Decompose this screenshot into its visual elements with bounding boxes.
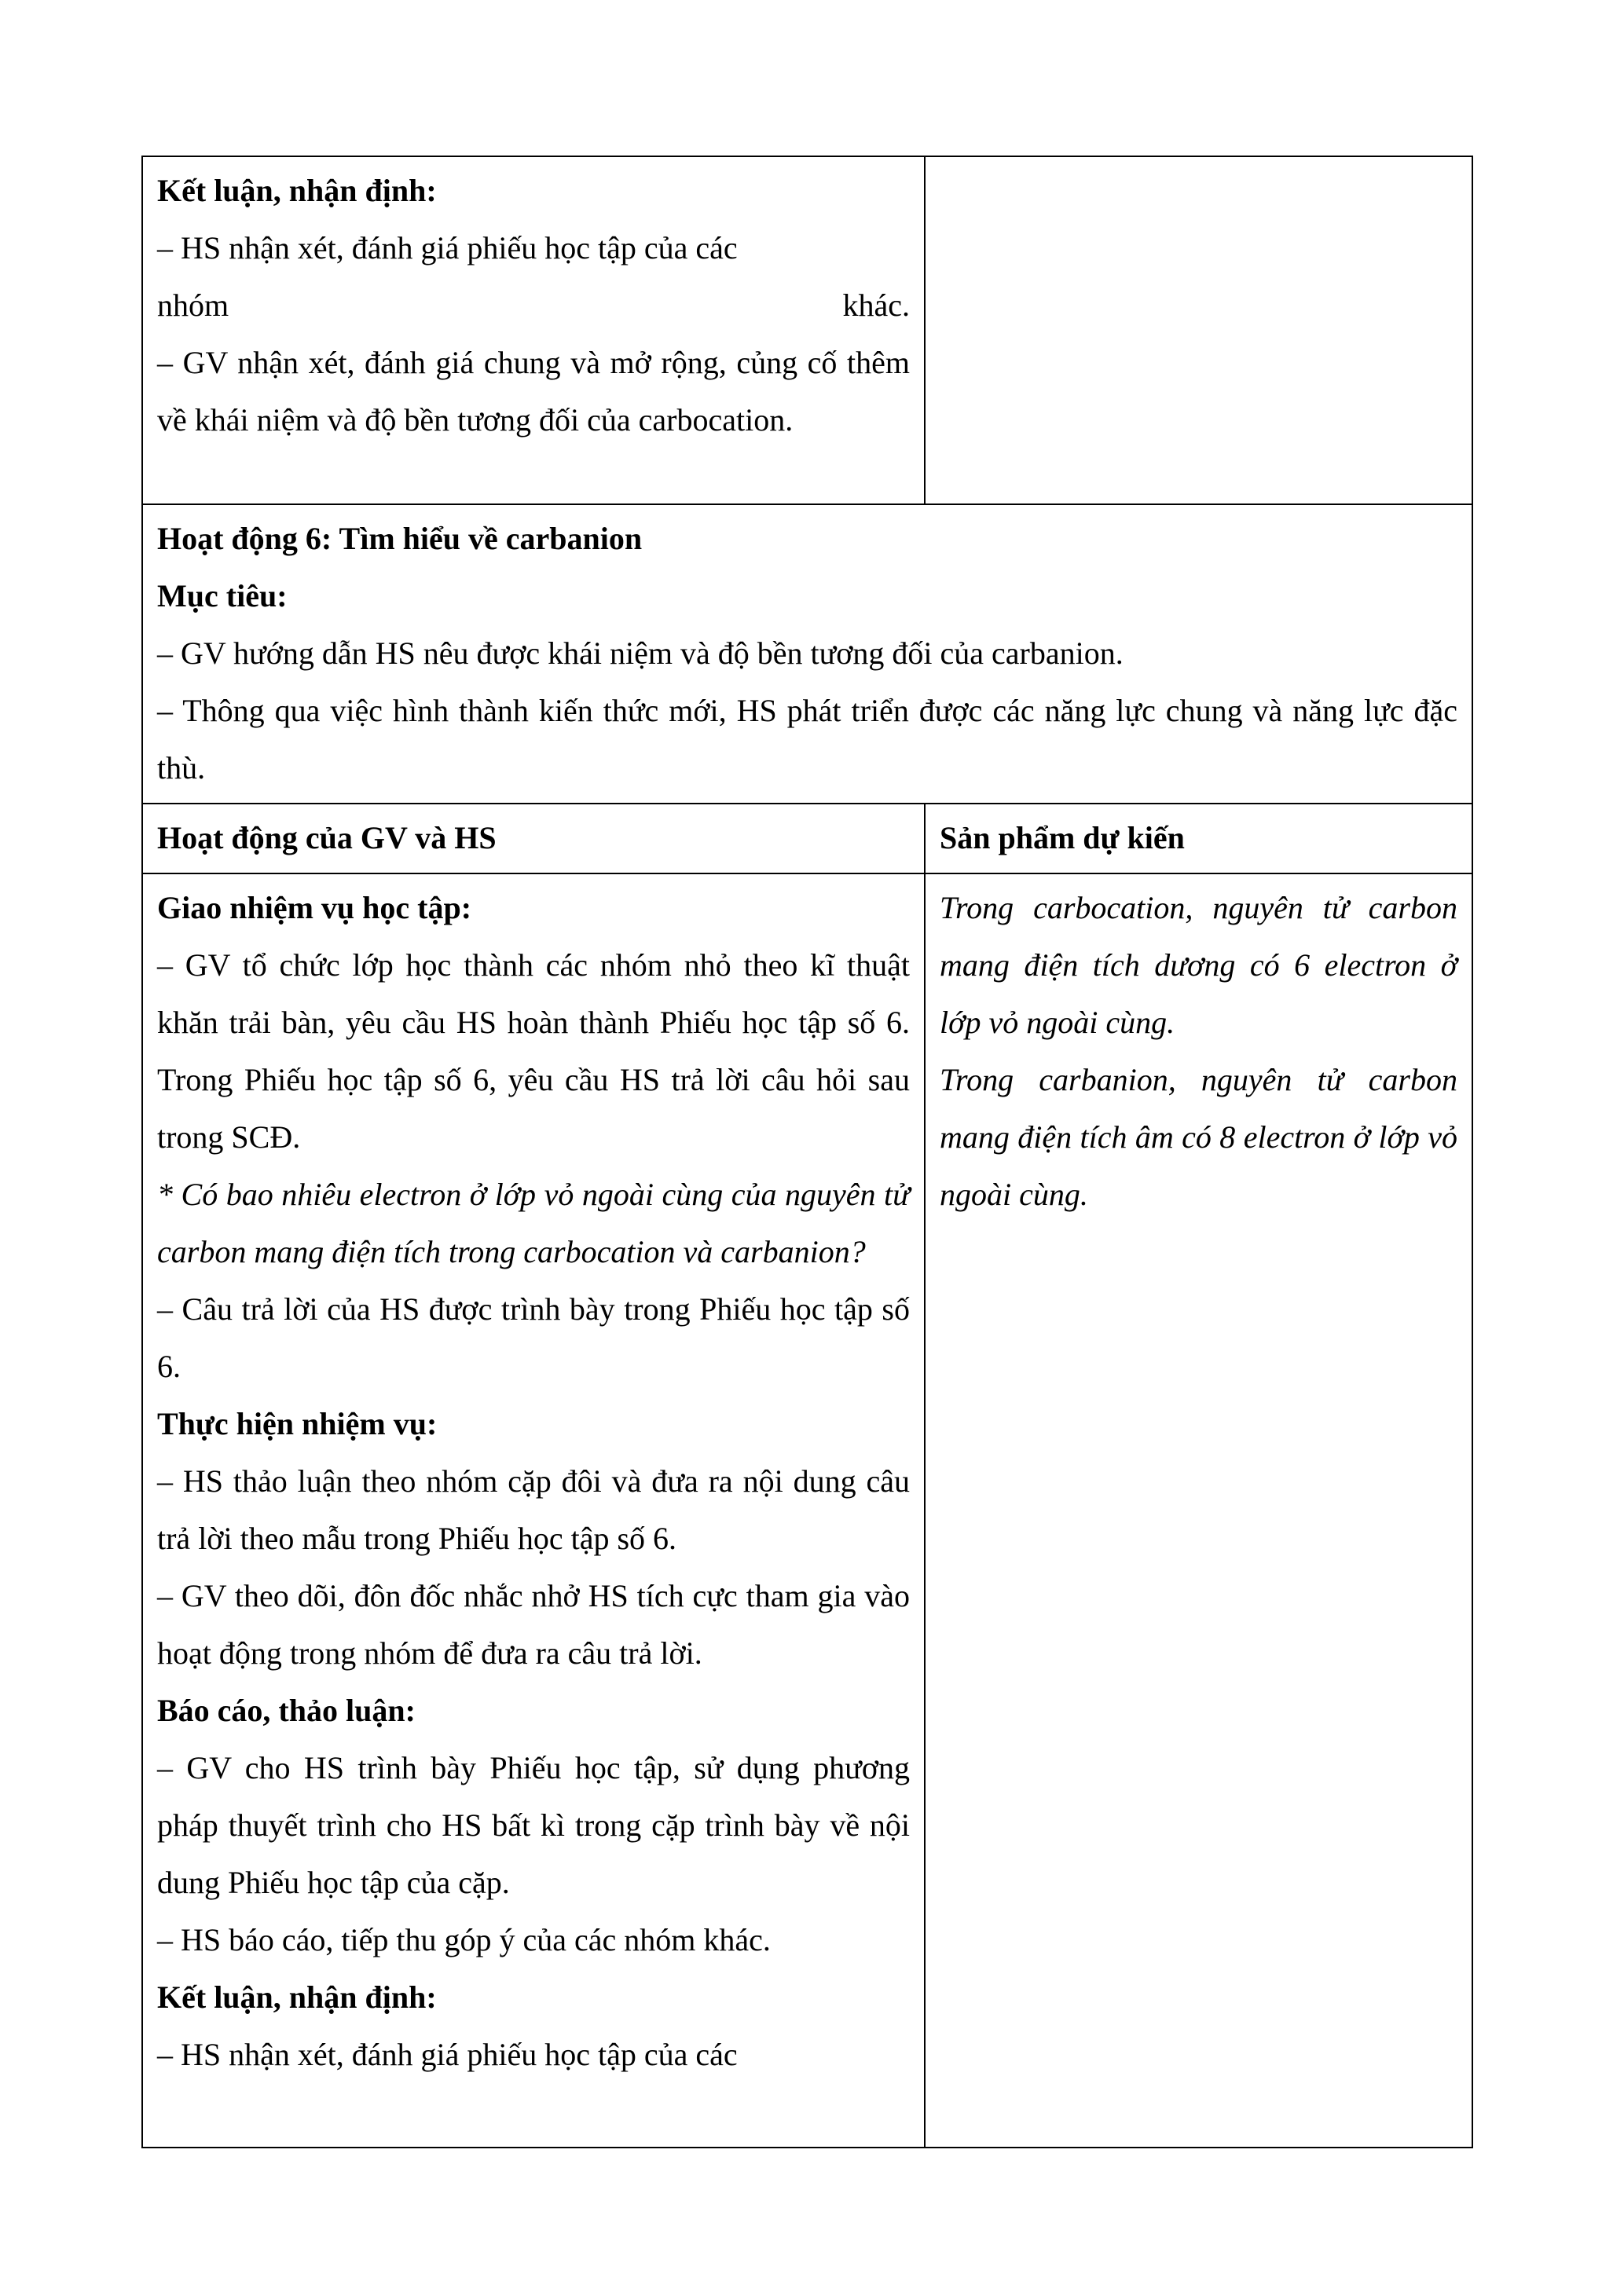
goal-heading: Mục tiêu: (157, 578, 288, 613)
paragraph: – HS thảo luận theo nhóm cặp đôi và đưa ra nội dung câu trả lời theo mẫu trong Phiếu học tập số 6. (157, 1463, 910, 1556)
activity-title: Hoạt động 6: Tìm hiểu về carbanion (157, 521, 643, 556)
paragraph: – GV cho HS trình bày Phiếu học tập, sử dụng phương pháp thuyết trình cho HS bất kì trong cặp trình bày về nội dung Phiếu học tập của cặp. (157, 1750, 910, 1900)
product-cell (925, 873, 1472, 2148)
section-heading: Thực hiện nhiệm vụ: (157, 1406, 438, 1441)
product-text: Trong carbanion, nguyên tử carbon mang điện tích âm có 8 electron ở lớp vỏ ngoài cùng. (940, 1062, 1457, 1212)
conclusion-text-spread (157, 276, 910, 334)
question-text: * Có bao nhiêu electron ở lớp vỏ ngoài cùng của nguyên tử carbon mang điện tích trong carbocation và carbanion? (157, 1177, 910, 1269)
spread-left: nhóm (157, 287, 229, 323)
activity-cell (142, 873, 925, 2148)
conclusion-text: – HS nhận xét, đánh giá phiếu học tập của các (157, 230, 738, 265)
paragraph: – HS nhận xét, đánh giá phiếu học tập của các (157, 2037, 738, 2072)
table-header-row (142, 804, 1472, 873)
lesson-plan-table (141, 156, 1473, 2148)
conclusion-text: – GV nhận xét, đánh giá chung và mở rộng, củng cố thêm về khái niệm và độ bền tương đối của carbocation. (157, 345, 910, 438)
goal-text: – Thông qua việc hình thành kiến thức mới, HS phát triển được các năng lực chung và năng lực đặc thù. (157, 693, 1457, 785)
table-row (142, 873, 1472, 2148)
paragraph: – GV theo dõi, đôn đốc nhắc nhở HS tích cực tham gia vào hoạt động trong nhóm để đưa ra câu trả lời. (157, 1578, 910, 1671)
product-cell-empty (925, 156, 1472, 504)
conclusion-cell (142, 156, 925, 504)
section-heading: Kết luận, nhận định: (157, 1979, 437, 2015)
goal-text: – GV hướng dẫn HS nêu được khái niệm và độ bền tương đối của carbanion. (157, 635, 1124, 671)
column-header: Hoạt động của GV và HS (142, 804, 925, 873)
column-header: Sản phẩm dự kiến (925, 804, 1472, 873)
section-heading: Giao nhiệm vụ học tập: (157, 890, 472, 925)
activity-6-cell (142, 504, 1472, 804)
spread-right: khác. (842, 287, 910, 323)
section-heading: Báo cáo, thảo luận: (157, 1693, 416, 1728)
conclusion-heading: Kết luận, nhận định: (157, 173, 437, 208)
table-row (142, 156, 1472, 504)
table-row (142, 504, 1472, 804)
paragraph: – Câu trả lời của HS được trình bày trong Phiếu học tập số 6. (157, 1291, 910, 1384)
product-text: Trong carbocation, nguyên tử carbon mang điện tích dương có 6 electron ở lớp vỏ ngoài cùng. (940, 890, 1457, 1040)
paragraph: – GV tổ chức lớp học thành các nhóm nhỏ theo kĩ thuật khăn trải bàn, yêu cầu HS hoàn thành Phiếu học tập số 6. Trong Phiếu học tập số 6, yêu cầu HS trả lời câu hỏi sau trong SCĐ. (157, 947, 910, 1155)
paragraph: – HS báo cáo, tiếp thu góp ý của các nhóm khác. (157, 1922, 771, 1957)
